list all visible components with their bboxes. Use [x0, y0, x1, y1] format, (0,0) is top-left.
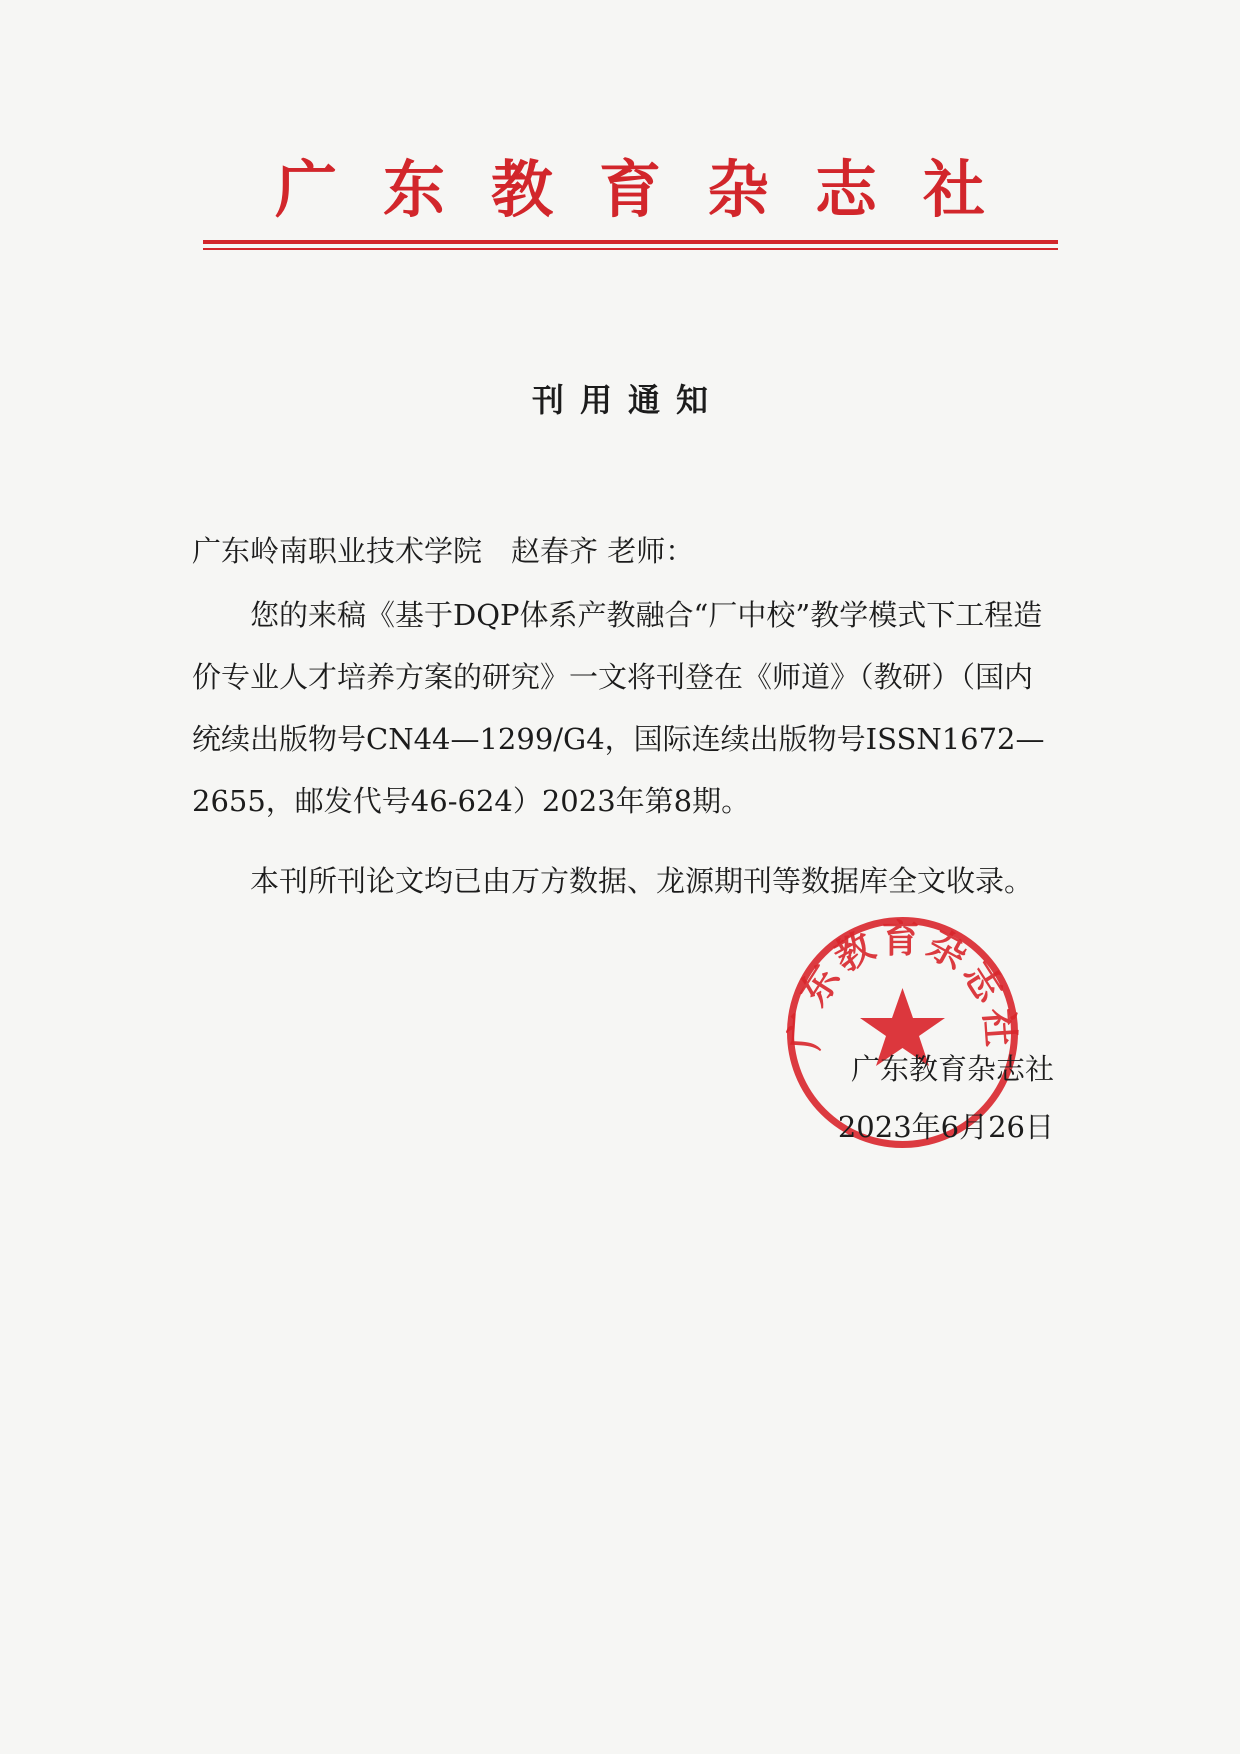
signature-date: 2023年6月26日	[837, 1110, 1054, 1144]
svg-text:广东教育杂志社: 广东教育杂志社	[781, 916, 1024, 1052]
salutation: 广东岭南职业技术学院 赵春齐 老师：	[192, 534, 695, 568]
masthead-rule-thick	[203, 240, 1058, 244]
paragraph-indexing: 本刊所刊论文均已由万方数据、龙源期刊等数据库全文收录。	[250, 864, 1034, 898]
signature-org: 广东教育杂志社	[850, 1052, 1054, 1086]
paragraph-publication: 您的来稿《基于DQP体系产教融合“厂中校”教学模式下工程造价专业人才培养方案的研究》一文将刊登在《师道》（教研）（国内统续出版物号CN44—1299/G4，国际连续出版物号ISSN1672—2655，邮发代号46-624）2023年第8期。	[192, 598, 1045, 818]
masthead-title: 广东教育杂志社	[274, 153, 1031, 226]
notice-title: 刊用通知	[531, 381, 724, 419]
masthead-rule-thin	[203, 248, 1058, 250]
signature-block	[838, 1040, 1054, 1156]
